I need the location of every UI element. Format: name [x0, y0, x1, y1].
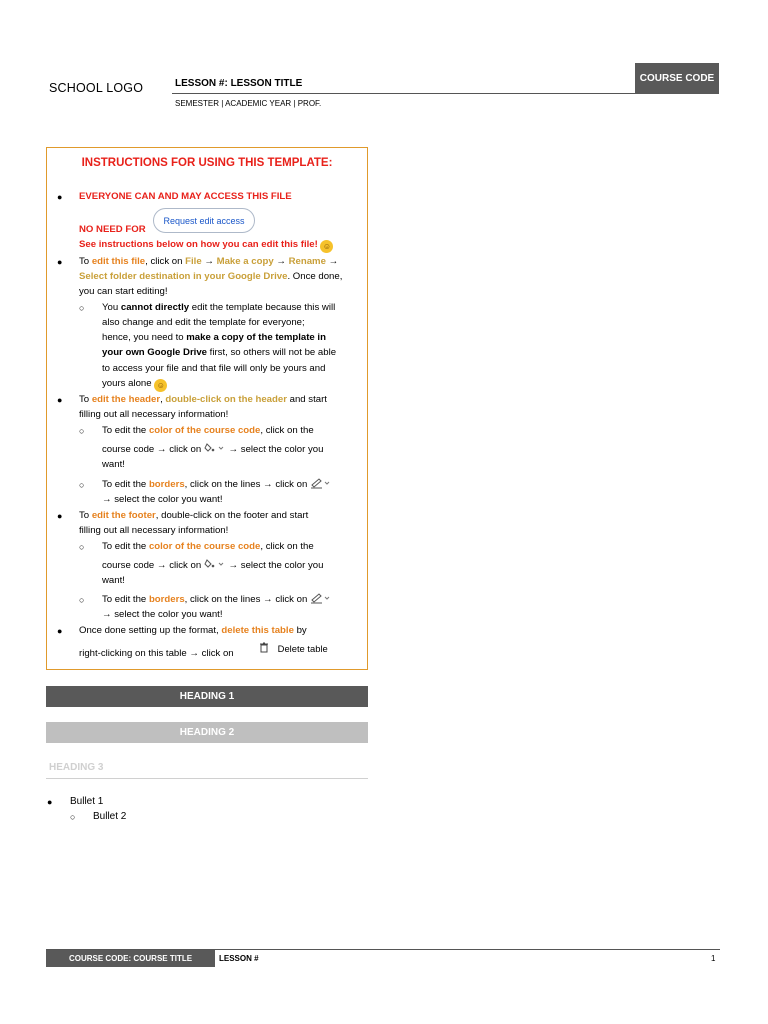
footer-course-badge: COURSE CODE: COURSE TITLE — [46, 950, 215, 967]
bullet-symbol: ○ — [79, 303, 85, 313]
text: To edit the — [102, 541, 149, 552]
edit-header-text: edit the header — [91, 394, 161, 405]
text: To — [79, 394, 92, 405]
bullet-1: Bullet 1 — [70, 796, 104, 807]
text: first, so others will not be able — [207, 347, 337, 358]
arrow: → — [325, 256, 339, 267]
text: You — [102, 302, 121, 313]
text: by — [293, 625, 307, 636]
text: . Once done, — [287, 271, 343, 282]
cannot-line-1 — [102, 300, 335, 315]
edit-header-line-2: filling out all necessary information! — [79, 409, 229, 420]
file-menu-text: File — [185, 256, 202, 267]
cannot-directly-text: cannot directly — [120, 302, 190, 313]
text: right-clicking on this table → click on — [79, 648, 234, 659]
bullet-symbol: ○ — [79, 426, 85, 436]
footer-color-line-2 — [102, 558, 323, 573]
delete-table-line-2 — [79, 646, 234, 661]
header-color-line-1 — [102, 423, 314, 438]
footer-borders-line-2: → select the color you want! — [102, 609, 223, 620]
border-color-icon — [310, 592, 332, 604]
header-borders-line-2: → select the color you want! — [102, 494, 223, 505]
text: , click on the lines → click on — [184, 479, 308, 490]
header-rule — [172, 93, 636, 94]
access-line: EVERYONE CAN AND MAY ACCESS THIS FILE — [79, 191, 292, 202]
delete-table-menu-item — [259, 641, 328, 657]
page-number: 1 — [711, 954, 716, 963]
trash-icon — [259, 642, 269, 653]
borders-text: borders — [148, 594, 185, 605]
make-copy-text: Make a copy — [216, 256, 274, 267]
text: hence, you need to — [102, 332, 187, 343]
text: To edit the — [102, 594, 149, 605]
edit-footer-text: edit the footer — [91, 510, 156, 521]
text: yours alone — [102, 378, 152, 389]
edit-file-line-2 — [79, 269, 342, 284]
bullet-symbol: ● — [57, 395, 63, 405]
edit-this-file-text: edit this file — [91, 256, 146, 267]
delete-table-label: Delete table — [277, 643, 328, 654]
heading-1: HEADING 1 — [46, 686, 368, 707]
text: To — [79, 256, 92, 267]
bullet-symbol: ○ — [70, 812, 76, 822]
cannot-line-3 — [102, 330, 326, 345]
heading-3: HEADING 3 — [49, 762, 104, 773]
bullet-symbol: ○ — [79, 595, 85, 605]
hugging-face-icon: ☺ — [154, 379, 167, 392]
text: , double-click on the footer and start — [155, 510, 309, 521]
edit-header-line-1 — [79, 392, 327, 407]
text: edit the template because this will — [189, 302, 336, 313]
double-click-header-text: double-click on the header — [165, 394, 287, 405]
school-logo-placeholder: SCHOOL LOGO — [49, 81, 144, 95]
see-instructions-text: See instructions below on how you can edit this file! — [79, 239, 318, 250]
fill-color-icon — [204, 442, 226, 454]
text: , click on the lines → click on — [184, 594, 308, 605]
bullet-symbol: ○ — [79, 480, 85, 490]
bullet-symbol: ● — [57, 192, 63, 202]
cannot-line-4 — [102, 345, 336, 360]
header-color-line-2 — [102, 442, 323, 457]
delete-table-line-1 — [79, 623, 307, 638]
bullet-symbol: ○ — [79, 542, 85, 552]
arrow: → — [273, 256, 289, 267]
bullet-2: Bullet 2 — [93, 811, 127, 822]
cannot-line-2: also change and edit the template for everyone; — [102, 317, 305, 328]
bullet-symbol: ● — [57, 257, 63, 267]
edit-file-line-3: you can start editing! — [79, 286, 168, 297]
color-course-code-text: color of the course code — [148, 425, 261, 436]
text: → select the color you — [228, 444, 324, 455]
instructions-title: INSTRUCTIONS FOR USING THIS TEMPLATE: — [81, 157, 333, 169]
footer-color-line-3: want! — [102, 575, 125, 586]
cannot-line-6 — [102, 376, 167, 392]
color-course-code-text: color of the course code — [148, 541, 261, 552]
border-color-icon — [310, 477, 332, 489]
edit-footer-line-2: filling out all necessary information! — [79, 525, 229, 536]
footer-borders-line-1 — [102, 592, 332, 607]
text: To edit the — [102, 479, 149, 490]
own-drive-text: your own Google Drive — [102, 347, 208, 358]
text: Once done setting up the format, — [79, 625, 222, 636]
no-need-for-label: NO NEED FOR — [79, 224, 146, 235]
cannot-line-5: to access your file and that file will only be yours and — [102, 363, 326, 374]
rename-text: Rename — [288, 256, 326, 267]
footer-color-line-1 — [102, 539, 314, 554]
fill-color-icon — [204, 558, 226, 570]
bullet-symbol: ● — [57, 626, 63, 636]
delete-this-table-text: delete this table — [221, 625, 294, 636]
text: , click on — [145, 256, 186, 267]
see-instructions-line — [79, 237, 333, 253]
arrow: → — [201, 256, 217, 267]
text: , click on the — [260, 425, 314, 436]
select-folder-text: Select folder destination in your Google Drive — [79, 271, 288, 282]
header-subtitle: SEMESTER | ACADEMIC YEAR | PROF. — [175, 99, 322, 108]
course-code-badge: COURSE CODE — [635, 63, 719, 94]
lesson-title: LESSON #: LESSON TITLE — [175, 78, 303, 89]
edit-footer-line-1 — [79, 508, 308, 523]
make-copy-bold-text: make a copy of the template in — [186, 332, 326, 343]
heading-3-rule — [46, 778, 368, 779]
text: To edit the — [102, 425, 149, 436]
header-color-line-3: want! — [102, 459, 125, 470]
text: , — [160, 394, 166, 405]
text: course code → click on — [102, 444, 202, 455]
bullet-symbol: ● — [47, 797, 53, 807]
text: course code → click on — [102, 560, 202, 571]
borders-text: borders — [148, 479, 185, 490]
text: , click on the — [260, 541, 314, 552]
heading-2: HEADING 2 — [46, 722, 368, 743]
text: and start — [286, 394, 327, 405]
edit-file-line-1 — [79, 254, 338, 269]
request-edit-access-button[interactable]: Request edit access — [153, 208, 255, 233]
instructions-table — [46, 147, 368, 670]
hugging-face-icon: ☺ — [320, 240, 333, 253]
header-borders-line-1 — [102, 477, 332, 492]
bullet-symbol: ● — [57, 511, 63, 521]
footer-lesson: LESSON # — [219, 954, 259, 963]
text: To — [79, 510, 92, 521]
text: → select the color you — [228, 560, 324, 571]
